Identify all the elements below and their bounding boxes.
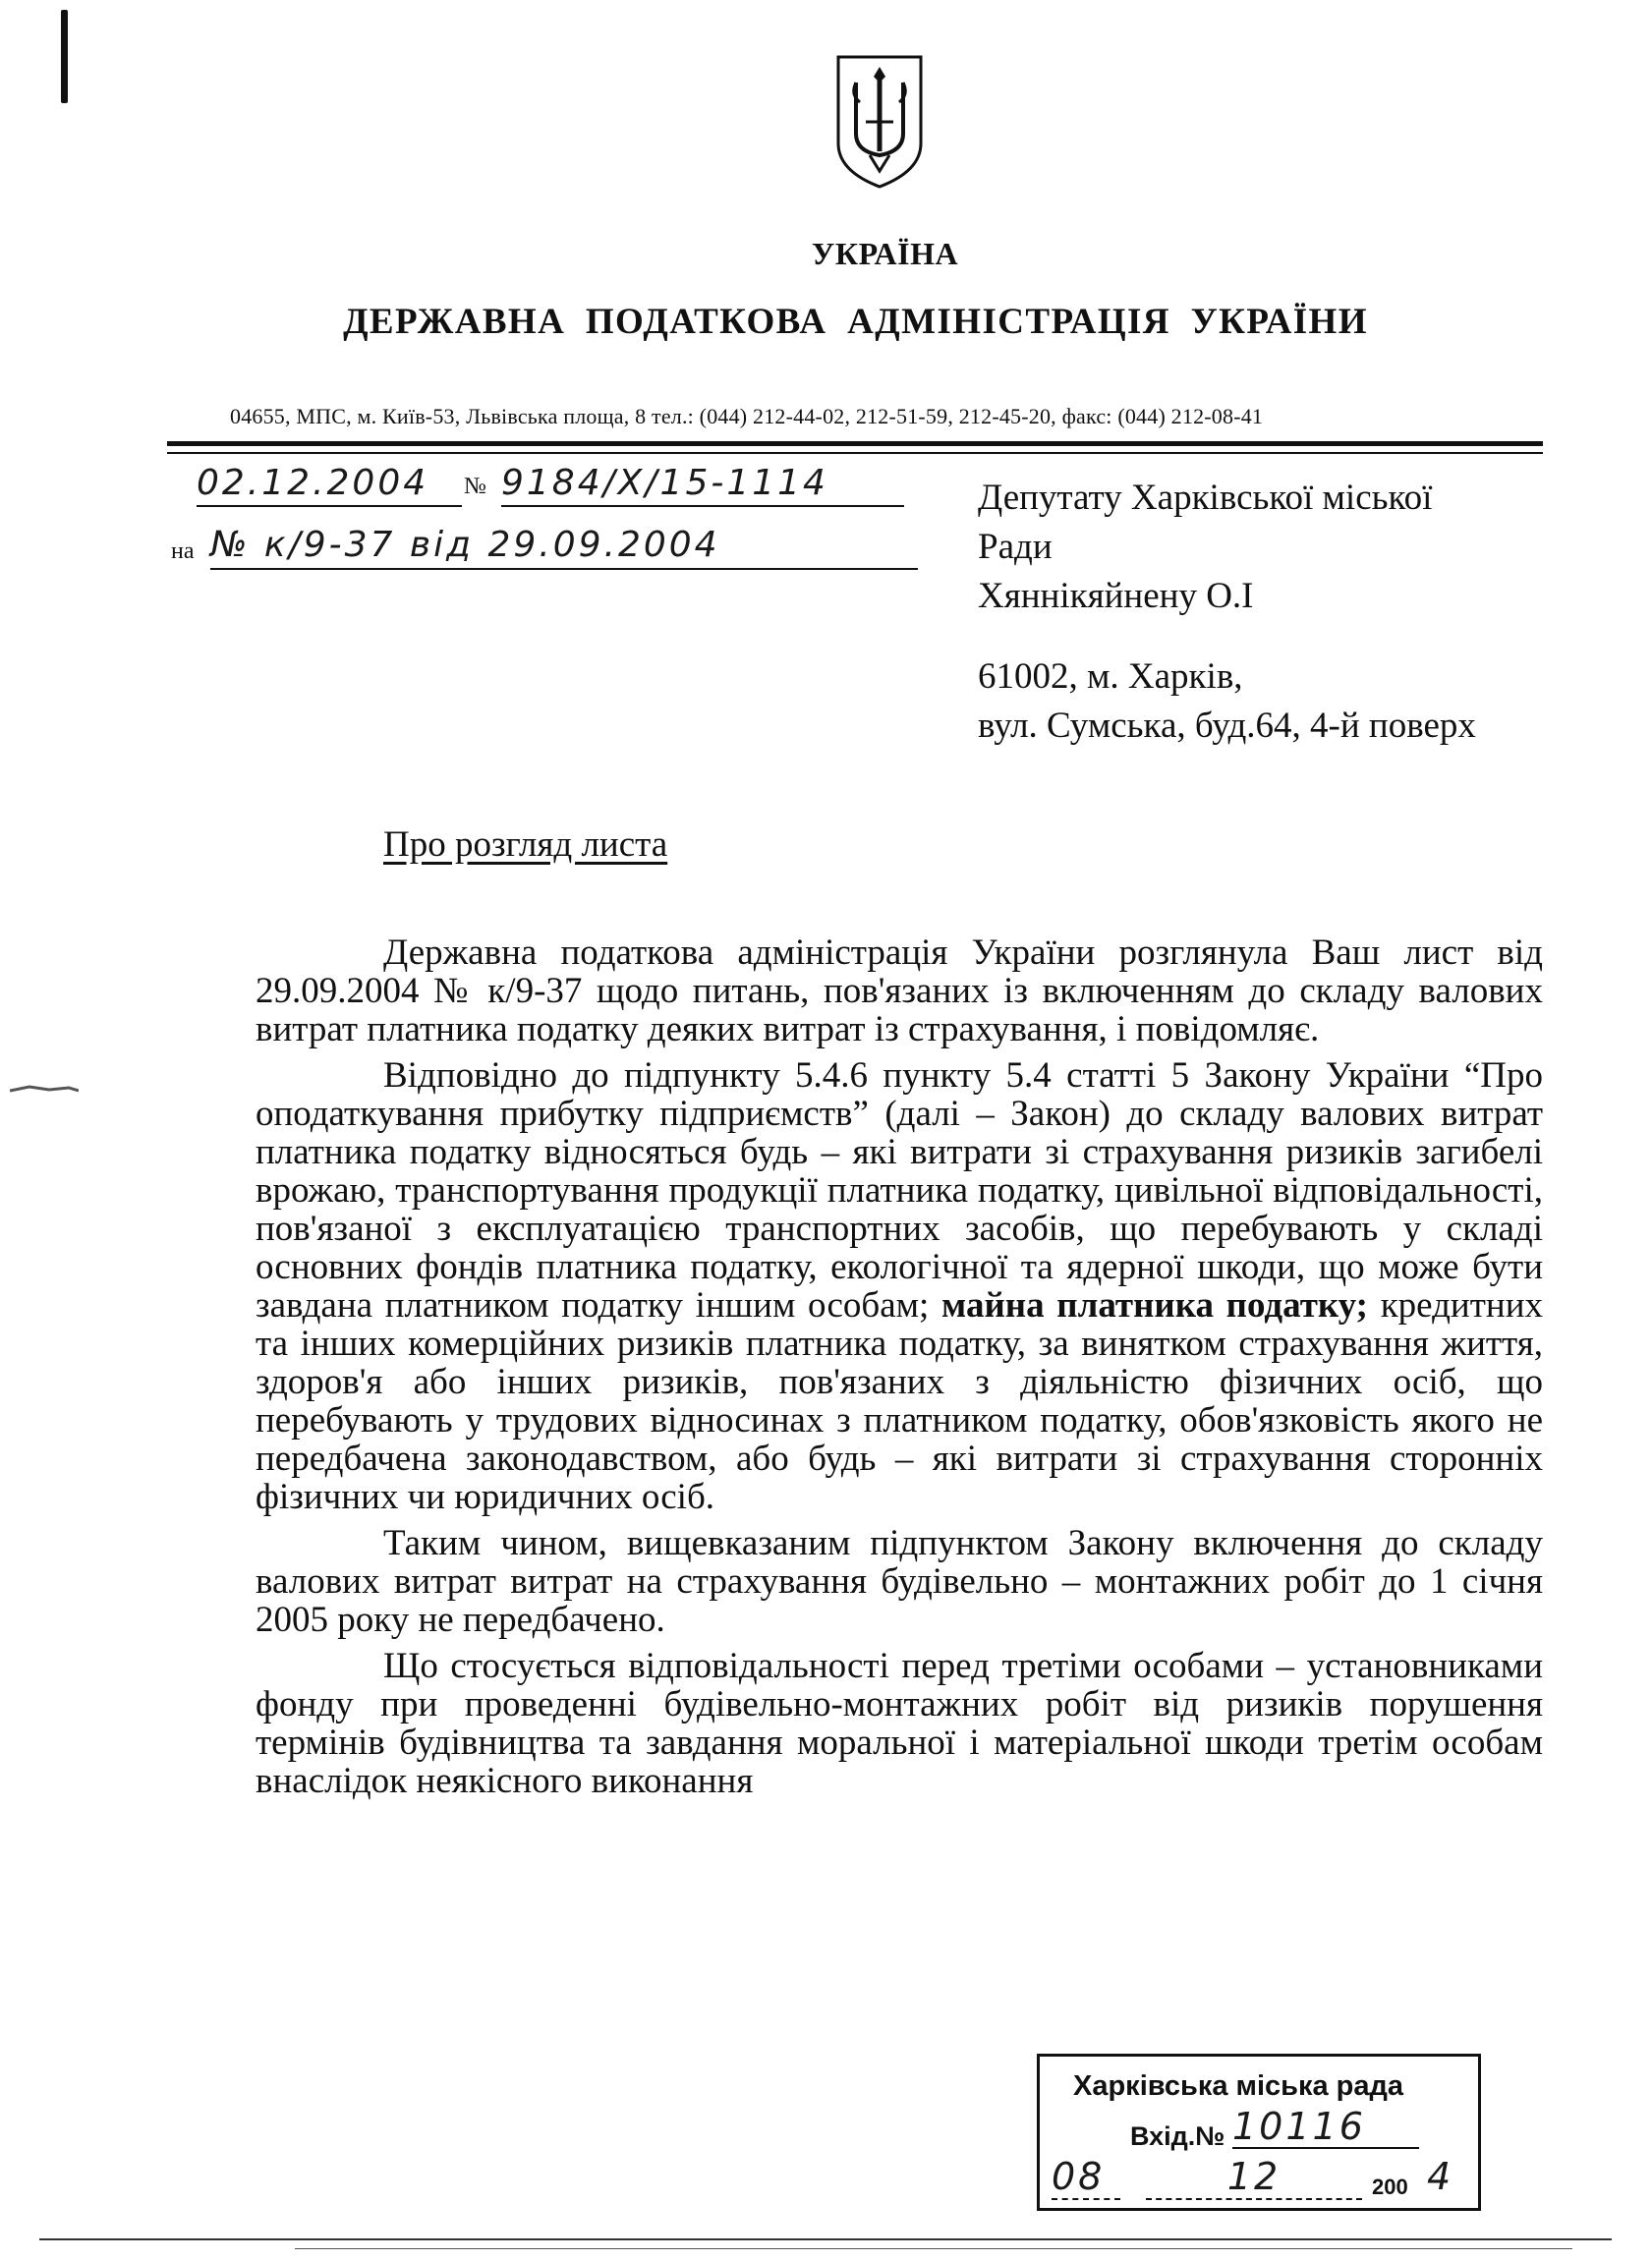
reply-label: на <box>171 538 195 564</box>
scan-edge-line <box>39 2238 1612 2240</box>
header-rule-thin <box>167 452 1543 454</box>
stamp-year-prefix: 200 <box>1372 2175 1408 2199</box>
scan-edge-line <box>295 2248 1572 2249</box>
letter-subject: Про розгляд листа <box>383 824 668 865</box>
stamp-date <box>1048 2155 1480 2204</box>
body-paragraph: Державна податкова адміністрація України розглянула Ваш лист від 29.09.2004 № к/9-37 щодо питань, пов'язаних із включенням до складу валових витрат платника податку деяких витрат із страхування, і повідомляє. <box>256 933 1543 1049</box>
outgoing-registration <box>197 460 904 509</box>
recipient-address <box>978 652 1476 751</box>
body-paragraph <box>256 1056 1543 1516</box>
stamp-incoming-label: Вхід.№ <box>1130 2121 1225 2151</box>
body-text: Відповідно до підпункту 5.4.6 пункту 5.4 статті 5 Закону України “Про оподаткування прибутку підприємств” (далі – Закон) до складу валових витрат платника податку відносяться будь – які витрати зі страхування ризиків загибелі врожаю, транспортування продукції платника податку, цивільної відповідальності, пов'язаної з експлуатацією транспортних засобів, що перебувають у складі основних фондів платника податку, екологічної та ядерної шкоди, що може бути завдана платником податку іншим особам; <box>256 1055 1543 1326</box>
outgoing-number: 9184/Х/15-1114 <box>501 462 904 507</box>
body-emphasis: майна платника податку; <box>941 1285 1368 1326</box>
body-paragraph: Таким чином, вищевказаним підпунктом Закону включення до складу валових витрат витрат на страхування будівельно – монтажних робіт до 1 січня 2005 року не передбачено. <box>256 1523 1543 1640</box>
incoming-registration-stamp <box>1037 2054 1481 2211</box>
scan-margin-mark <box>61 10 68 103</box>
header-rule <box>167 441 1543 446</box>
recipient-block <box>978 474 1432 621</box>
organization-address: 04655, МПС, м. Київ-53, Львівська площа, 8 тел.: (044) 212-44-02, 212-51-59, 212-45-20, факс: (044) 212-08-41 <box>230 404 1264 428</box>
stamp-year-suffix: 4 <box>1427 2155 1454 2198</box>
scan-artifact <box>10 1081 79 1101</box>
stamp-organization: Харківська міська рада <box>1073 2070 1404 2102</box>
stamp-month: 12 <box>1146 2155 1362 2200</box>
recipient-address-line: 61002, м. Харків, <box>978 656 1243 697</box>
body-paragraph: Що стосується відповідальності перед третіми особами – установниками фонду при проведенні будівельно-монтажних робіт від ризиків порушення термінів будівництва та завдання моральної і матеріальної шкоди третім особам внаслідок неякісного виконання <box>256 1646 1543 1801</box>
outgoing-date: 02.12.2004 <box>197 462 462 507</box>
recipient-name: Хяннікяйнену О.І <box>978 576 1254 616</box>
recipient-line: Ради <box>978 527 1053 567</box>
recipient-line: Депутату Харківської міської <box>978 478 1433 518</box>
trident-coat-of-arms-icon <box>830 53 929 191</box>
organization-title: ДЕРЖАВНА ПОДАТКОВА АДМІНІСТРАЦІЯ УКРАЇНИ <box>343 302 1368 342</box>
country-title: УКРАЇНА <box>811 236 959 271</box>
stamp-day: 08 <box>1052 2155 1120 2200</box>
reply-reference-value: № к/9-37 від 29.09.2004 <box>210 523 918 570</box>
stamp-incoming-number: 10116 <box>1232 2106 1419 2149</box>
number-label: № <box>464 474 486 499</box>
body-text: кредитних та інших комерційних ризиків платника податку, за винятком страхування життя, здоров'я або інших ризиків, пов'язаних з діяльністю фізичних осіб, що перебувають у трудових відносинах з платником податку, обов'язковість якого не передбачена законодавством, або будь – які витрати зі страхування сторонніх фізичних чи юридичних осіб. <box>256 1285 1543 1517</box>
recipient-address-line: вул. Сумська, буд.64, 4-й поверх <box>978 706 1476 746</box>
reply-reference <box>167 519 924 570</box>
letter-body <box>256 933 1543 1808</box>
